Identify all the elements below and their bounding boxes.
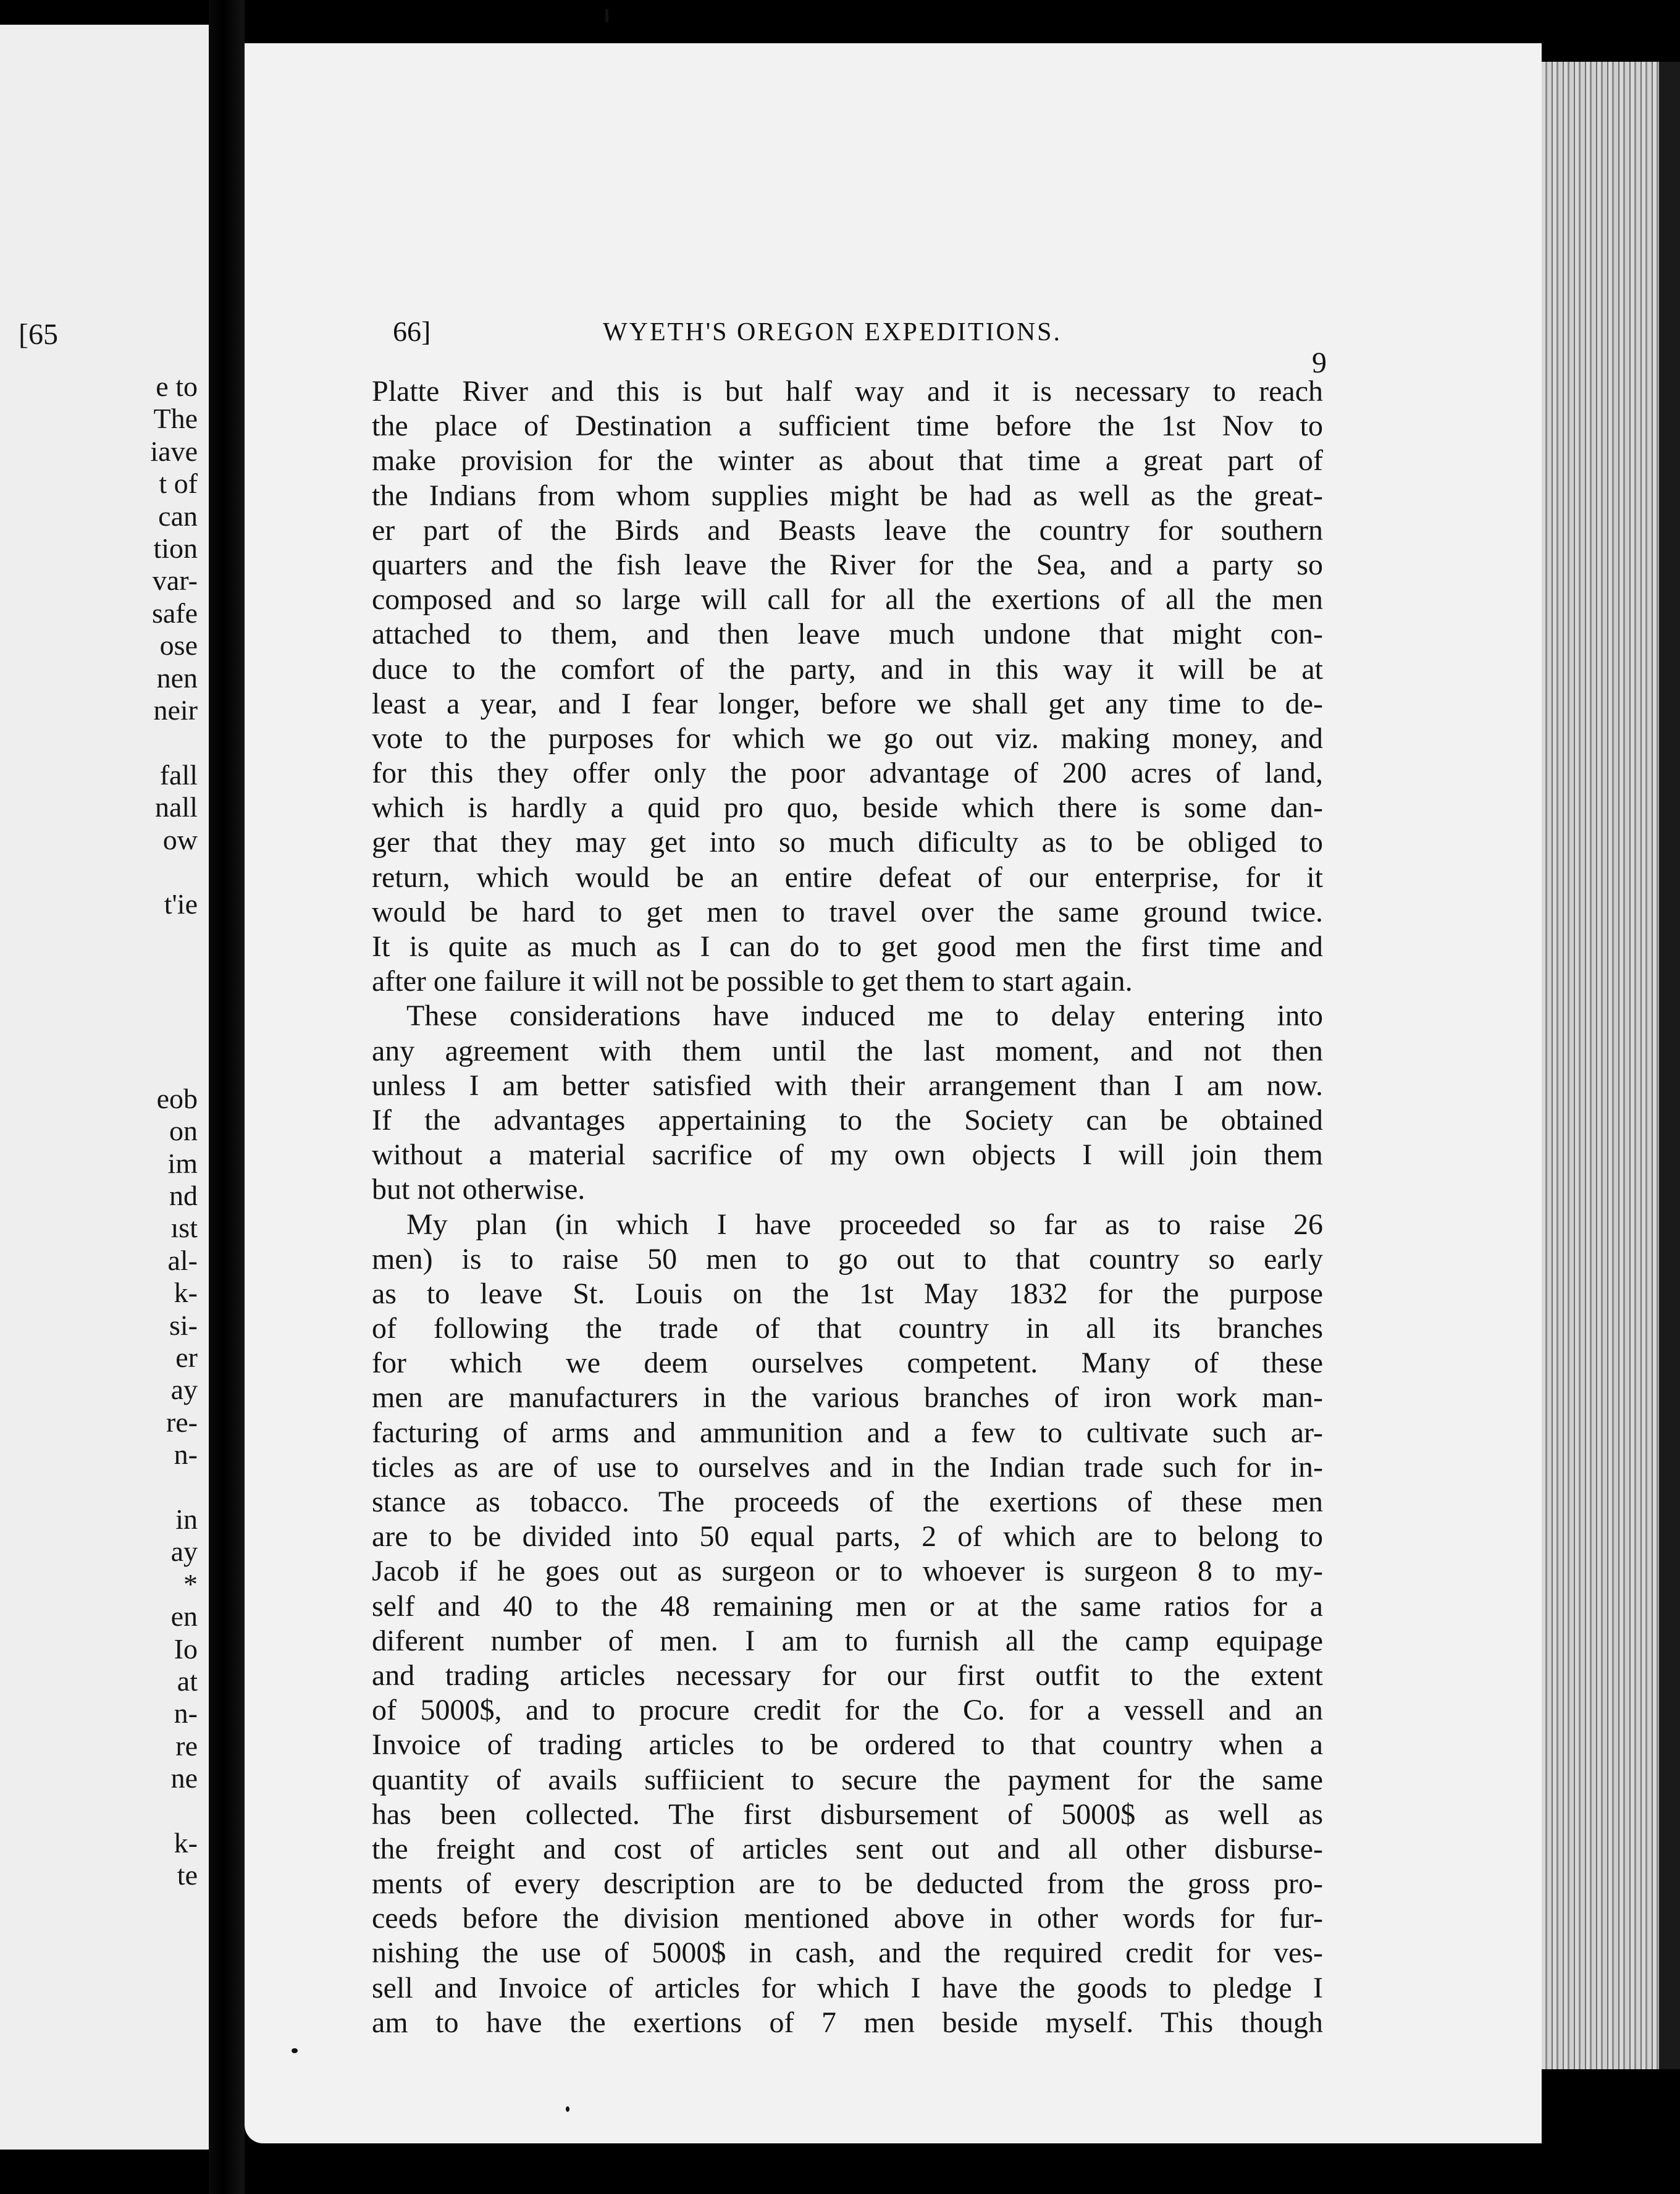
left-page-line-fragment: ne <box>170 1762 198 1794</box>
left-page-line-fragment: Io <box>174 1633 198 1665</box>
text-line: but not otherwise. <box>372 1173 586 1206</box>
text-line: unless I am better satisfied with their arrangement than I am now. <box>372 1069 1323 1102</box>
text-line: the Indians from whom supplies might be had as well as the great- <box>372 479 1323 512</box>
left-page-line-fragment: re- <box>166 1406 198 1438</box>
text-line: are to be divided into 50 equal parts, 2 of which are to belong to <box>372 1520 1323 1553</box>
ink-speck <box>605 9 608 22</box>
text-line: would be hard to get men to travel over the same ground twice. <box>372 895 1323 928</box>
left-facing-page <box>0 25 209 2150</box>
text-line: return, which would be an entire defeat of our enterprise, for it <box>372 860 1323 894</box>
left-page-line-fragment: at <box>177 1665 198 1697</box>
left-page-line-fragment: nd <box>169 1180 198 1211</box>
ink-speck <box>566 2106 569 2112</box>
left-page-line-fragment: im <box>167 1147 198 1179</box>
text-line: quarters and the fish leave the River for the Sea, and a party so <box>372 548 1323 581</box>
left-page-line-fragment: nall <box>155 791 198 823</box>
text-line: of 5000$, and to procure credit for the Co. for a vessell and an <box>372 1694 1323 1727</box>
left-page-line-fragment: si- <box>169 1309 198 1341</box>
left-page-line-fragment: k- <box>174 1277 198 1309</box>
left-page-line-fragment: in <box>175 1503 198 1535</box>
text-line: duce to the comfort of the party, and in this way it will be at <box>372 652 1323 686</box>
left-page-line-fragment: tion <box>153 532 198 564</box>
text-line: composed and so large will call for all the exertions of all the men <box>372 583 1323 616</box>
header-folio: 66] <box>393 316 431 347</box>
text-line: has been collected. The first disbursement of 5000$ as well as <box>372 1797 1323 1831</box>
running-header <box>393 315 1313 358</box>
text-line: least a year, and I fear longer, before we shall get any time to de- <box>372 687 1323 720</box>
text-line: any agreement with them until the last moment, and not then <box>372 1034 1323 1067</box>
left-page-line-fragment: n- <box>174 1697 198 1730</box>
text-line: after one failure it will not be possible to get them to start again. <box>372 965 1133 998</box>
left-page-line-fragment: t'ie <box>164 888 198 920</box>
left-page-line-fragment: n- <box>174 1439 198 1471</box>
text-line: Jacob if he goes out as surgeon or to whoever is surgeon 8 to my- <box>372 1555 1323 1588</box>
text-line: It is quite as much as I can do to get good men the first time and <box>372 930 1323 963</box>
left-page-line-fragment: ow <box>162 823 198 855</box>
left-page-line-fragment: fall <box>159 759 198 791</box>
text-line: the place of Destination a sufficient time before the 1st Nov to <box>372 410 1323 443</box>
text-line: and trading articles necessary for our first outfit to the extent <box>372 1658 1323 1692</box>
book-gutter <box>209 0 245 2194</box>
text-line: facturing of arms and ammunition and a few to cultivate such ar- <box>372 1416 1323 1449</box>
text-line: quantity of avails suffiicient to secure the payment for the same <box>372 1763 1323 1796</box>
left-page-line-fragment: ıst <box>170 1212 198 1244</box>
left-page-line-fragment: en <box>170 1600 198 1633</box>
left-page-line-fragment: ay <box>170 1374 198 1406</box>
text-line: vote to the purposes for which we go out viz. making money, and <box>372 721 1323 755</box>
left-page-line-fragment: er <box>175 1342 198 1373</box>
left-page-line-fragment: ay <box>170 1536 198 1568</box>
left-page-line-fragment: t of <box>159 468 198 500</box>
body-text <box>372 374 1323 2040</box>
left-page-line-fragment: The <box>153 403 198 435</box>
page-number: 9 <box>1312 347 1327 379</box>
left-page-line-fragment: ose <box>159 629 198 662</box>
text-line: am to have the exertions of 7 men beside myself. This though <box>372 2006 1323 2039</box>
left-page-line-fragment: * <box>183 1568 198 1600</box>
text-line: Platte River and this is but half way and it is necessary to reach <box>372 375 1323 408</box>
text-line: ger that they may get into so much dificulty as to be obliged to <box>372 826 1323 859</box>
text-line: as to leave St. Louis on the 1st May 1832 for the purpose <box>372 1277 1323 1310</box>
left-page-line-fragment: eob <box>156 1082 198 1114</box>
text-line: er part of the Birds and Beasts leave the country for southern <box>372 513 1323 547</box>
left-page-folio: [65 <box>19 318 58 351</box>
left-page-line-fragment: al- <box>167 1244 198 1276</box>
text-line: without a material sacrifice of my own objects I will join them <box>372 1138 1323 1172</box>
left-page-line-fragment: can <box>158 500 198 532</box>
left-page-line-fragment: var- <box>152 565 198 597</box>
left-page-line-fragment: te <box>177 1859 198 1891</box>
text-line: ceeds before the division mentioned above in other words for fur- <box>372 1902 1323 1935</box>
text-line: If the advantages appertaining to the Society can be obtained <box>372 1103 1323 1137</box>
text-line: sell and Invoice of articles for which I have the goods to pledge I <box>372 1971 1323 2004</box>
text-line: for this they offer only the poor advantage of 200 acres of land, <box>372 757 1323 790</box>
text-line: Invoice of trading articles to be ordered to that country when a <box>372 1728 1323 1762</box>
text-line: ticles as are of use to ourselves and in the Indian trade such for in- <box>372 1450 1323 1484</box>
left-page-line-fragment: neir <box>153 694 198 726</box>
left-page-line-fragment: e to <box>156 371 198 402</box>
text-line: men) is to raise 50 men to go out to that country so early <box>372 1242 1323 1276</box>
text-line: which is hardly a quid pro quo, beside which there is some dan- <box>372 791 1323 825</box>
left-page-line-fragment: on <box>169 1115 198 1147</box>
left-page-line-fragment: iave <box>150 435 198 467</box>
page-edge-shadow <box>1659 62 1680 2069</box>
text-line: for which we deem ourselves competent. Many of these <box>372 1347 1323 1380</box>
left-page-line-fragment: safe <box>151 597 198 629</box>
left-page-line-fragment: re <box>175 1730 198 1762</box>
text-line: of following the trade of that country in all its branches <box>372 1312 1323 1345</box>
text-line: men are manufacturers in the various branches of iron work man- <box>372 1381 1323 1414</box>
text-line: stance as tobacco. The proceeds of the exertions of these men <box>372 1486 1323 1518</box>
text-line: the freight and cost of articles sent out and all other disburse- <box>372 1832 1323 1865</box>
text-line: ments of every description are to be deducted from the gross pro- <box>372 1867 1323 1901</box>
running-title: WYETH'S OREGON EXPEDITIONS. <box>603 318 1062 347</box>
left-page-line-fragment: k- <box>174 1827 198 1859</box>
text-line: nishing the use of 5000$ in cash, and the required credit for ves- <box>372 1936 1323 1970</box>
text-line: My plan (in which I have proceeded so far as to raise 26 <box>406 1208 1323 1241</box>
ink-speck <box>292 2048 298 2053</box>
page-edge-stack <box>1542 62 1659 2069</box>
text-line: attached to them, and then leave much undone that might con- <box>372 618 1323 651</box>
left-page-line-fragment: nen <box>156 662 198 694</box>
text-line: diferent number of men. I am to furnish all the camp equipage <box>372 1624 1323 1657</box>
text-line: make provision for the winter as about that time a great part of <box>372 444 1323 477</box>
text-line: self and 40 to the 48 remaining men or at the same ratios for a <box>372 1589 1323 1623</box>
text-line: These considerations have induced me to delay entering into <box>406 999 1323 1033</box>
